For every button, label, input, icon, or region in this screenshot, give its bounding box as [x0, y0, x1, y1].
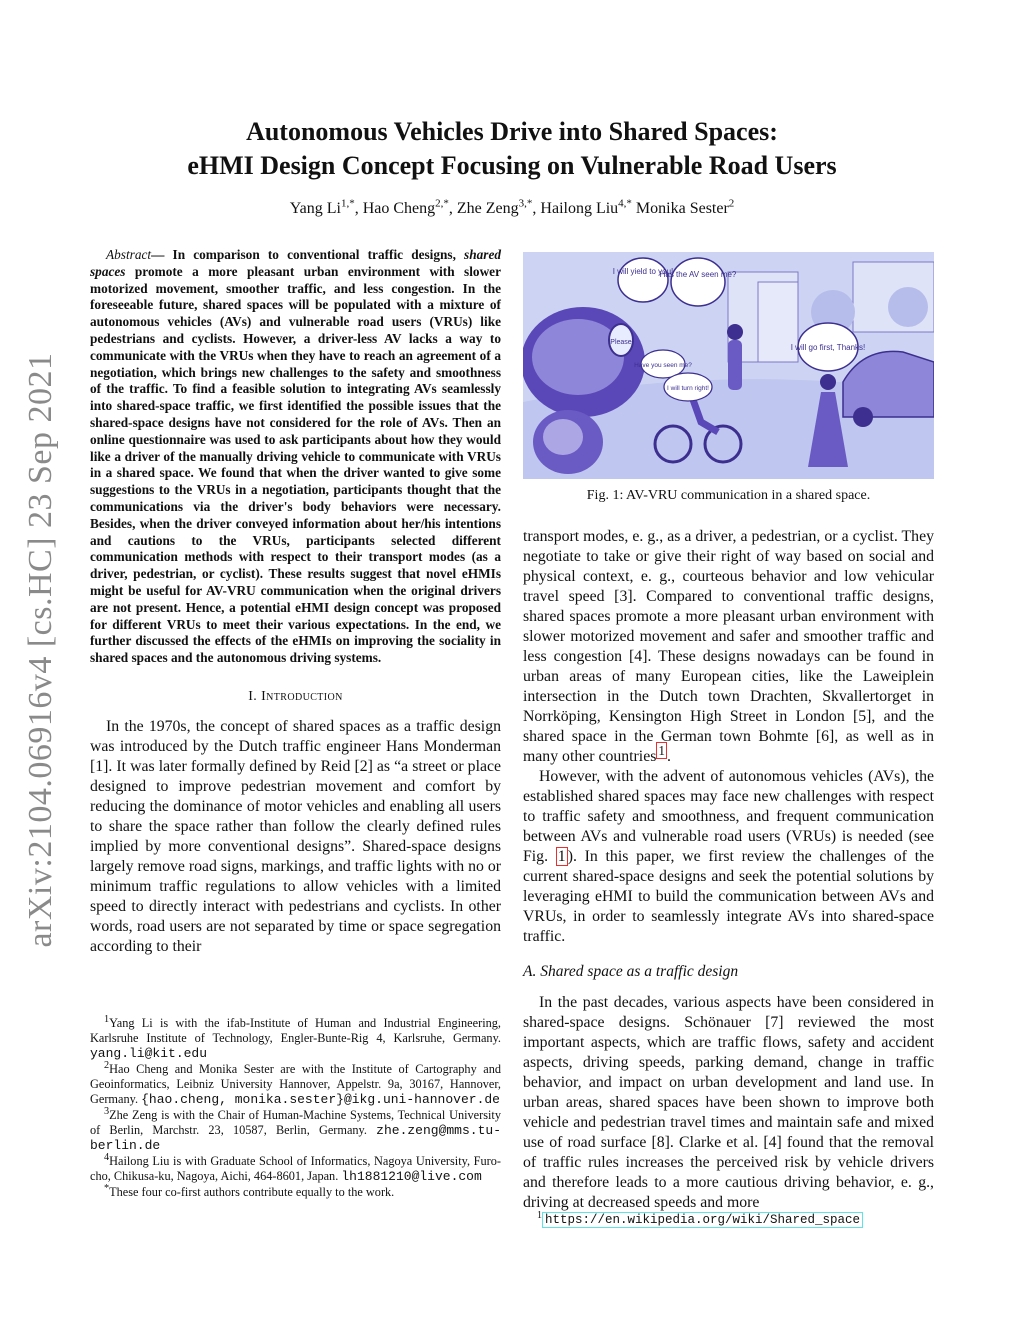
author-name: Hao Cheng	[362, 200, 436, 217]
footnote-text: Hailong Liu is with Graduate School of Informatics, Nagoya University, Furo-cho, Chikusa-ku, Nagoya, Aichi, 464-8601, Japan.	[90, 1154, 501, 1183]
bubble-go-first-text: I will go first, Thanks!	[790, 343, 866, 352]
footnote-text: These four co-first authors contribute equally to the work.	[109, 1185, 395, 1199]
abstract	[90, 247, 501, 667]
email-address[interactable]: yang.li@kit.edu	[90, 1046, 208, 1061]
right-paragraph-1	[523, 527, 934, 767]
author-affiliation: 3,*	[518, 197, 533, 210]
footnote-marker: 4	[104, 1151, 110, 1163]
svg-text:Have you seen me?	[634, 362, 692, 369]
abstract-label: Abstract	[106, 247, 152, 262]
author-affiliation: 4,*	[618, 197, 632, 210]
author-affiliation: 2	[728, 197, 735, 210]
bubble-seen-me-text: Has the AV seen me?	[659, 270, 737, 279]
figure-caption: Fig. 1: AV-VRU communication in a shared space.	[586, 488, 871, 503]
paragraph-text: ). In this paper, we first review the challenges of the current shared-space designs and seek the potential solutions by leveraging eHMI to build the communication between AVs and VRUs, in order to seamlessly integrate AVs into shared-space traffic.	[523, 848, 934, 945]
footnote-marker: 2	[104, 1059, 110, 1071]
left-column	[90, 247, 501, 957]
bubble-have-you-seen-text: Have you seen me?	[634, 362, 692, 369]
footnote-3	[90, 1105, 501, 1153]
section-numeral: I.	[248, 688, 262, 704]
title-line-1: Autonomous Vehicles Drive into Shared Spaces:	[246, 117, 778, 146]
footnote-text: Zhe Zeng is with the Chair of Human-Machine Systems, Technical University of Berlin, Marchstr. 23, 10587, Berlin, Germany.	[90, 1108, 501, 1137]
av-display-text: Please	[610, 339, 632, 346]
bubble-turn-right-text: I will turn right!	[667, 385, 709, 392]
author-name: Hailong Liu	[540, 200, 619, 217]
footnote-text: Yang Li is with the ifab-Institute of Human and Industrial Engineering, Karlsruhe Institute of Technology, Engler-Bunte-Rig 4, Karlsruhe, Germany.	[90, 1016, 501, 1045]
svg-text:I will go first, Thanks!	[791, 343, 866, 352]
bubble-yield-text: I will yield to you!	[612, 267, 674, 276]
section-title: Introduction	[261, 688, 343, 704]
email-address[interactable]: lh1881210@live.com	[341, 1169, 482, 1184]
author-name: Zhe Zeng	[456, 200, 519, 217]
footnote-1	[90, 1013, 501, 1061]
affiliation-footnotes	[90, 1013, 501, 1201]
section-heading-introduction	[90, 689, 501, 705]
right-column	[523, 252, 934, 1213]
arxiv-identifier: arXiv:2104.06916v4 [cs.HC] 23 Sep 2021	[22, 352, 59, 948]
footnote-2	[90, 1059, 501, 1107]
author-name: Yang Li	[289, 200, 341, 217]
wikipedia-footnote	[537, 1212, 863, 1227]
abstract-text-2: promote a more pleasant urban environment with slower motorized movement, smoother traffic, and less congestion. In the foreseeable future, shared spaces will be populated with a mixture of autonomous vehicles (AVs) and vulnerable road users (VRUs) like pedestrians and cyclists. However, a driver-less AV lacks a way to communicate with the VRUs when they have to reach an agreement of a negotiation, which brings new challenges to the safety and smoothness of the traffic. To find a feasible solution to integrating AVs seamlessly into shared-space traffic, we first identified the possible issues that the shared-space designs have not considered for the role of AVs. Then an online questionnaire was used to ask participants about how they would like a driver of the manually driving vehicle to communicate with VRUs in a shared space. We found that when the driver wanted to give some suggestions to the VRUs in a negotiation, participants thought that the communications via the driver's body behaviors were necessary. Besides, when the driver conveyed information about her/his intentions and cautions to the VRUs, participants selected different communication methods with respect to their transport modes (as a driver, pedestrian, or cyclist). These results suggest that novel eHMIs might be useful for AV-VRU communication when the original drivers are not present. Hence, a potential eHMI design concept was proposed for different VRUs to meet their various expectations. In the end, we further discussed the effects of the eHMIs on improving the sociality in shared spaces and the autonomous driving systems.	[90, 263, 501, 666]
svg-text:Has the AV seen me?	[660, 270, 737, 279]
right-paragraph-2	[523, 767, 934, 947]
paragraph-text: .	[666, 748, 671, 765]
subsection-heading: A. Shared space as a traffic design	[523, 963, 739, 980]
footnote-marker: 3	[104, 1105, 110, 1117]
title-line-2: eHMI Design Concept Focusing on Vulnerable Road Users	[187, 151, 837, 180]
figure-1-illustration	[523, 252, 934, 479]
svg-text:I will turn right!	[667, 385, 709, 392]
abstract-dash: —	[151, 247, 173, 262]
abstract-text-1: In comparison to conventional traffic designs,	[172, 247, 465, 262]
footnote-marker: *	[104, 1182, 110, 1194]
intro-paragraph-1: In the 1970s, the concept of shared spaces as a traffic design was introduced by the Dutch traffic engineer Hans Monderman [1]. It was later formally defined by Reid [2] as “a street or place designed to improve pedestrian movement and comfort by reducing the dominance of motor vehicles and enabling all users to share the space rather than follow the clearly defined rules implied by more conventional designs”. Shared-space designs largely remove road signs, markings, and traffic lights with no or minimum traffic regulations to allow vehicles with a limited speed to directly interact with pedestrians and cyclists. In other words, road users are not separated by time or space segregation according to their	[90, 717, 501, 955]
author-affiliation: 1,*	[340, 197, 355, 210]
shared-space-illustration	[523, 252, 934, 479]
right-paragraph-3: In the past decades, various aspects have been considered in shared-space designs. Schönauer [7] reviewed the most important aspects, which are traffic flows, safety and accident aspects, driving speeds, parking demand, change in traffic behavior, and impact on urban development and land use. In urban areas, shared spaces have been shown to improve both vehicle and pedestrian travel times and maintain safe and mixed use of road surface [8]. Clarke et al. [4] found that the removal of traffic rules increases the perceived risk by vehicle drivers and therefore leads to a more cautious driving behavior, e. g., driving at decreased speeds and more	[523, 994, 934, 1211]
author-list: Yang $Li^{1,*}$, Hao Cheng$^{2,*}$, Zhe Zeng$^{3,*}$, Hailong Liu$^{4,*}$ Monika Sester$^2$	[289, 197, 735, 217]
author-affiliation: 2,*	[435, 197, 449, 210]
footnote-marker: 1	[104, 1013, 110, 1025]
figure-reference-link[interactable]: 1	[557, 848, 566, 865]
footnote-marker: 1	[537, 1210, 542, 1221]
abstract-italic-term: shared spaces	[90, 247, 501, 279]
footnote-link[interactable]: 1	[658, 742, 665, 758]
footnote-text: Hao Cheng and Monika Sester are with the Institute of Cartography and Geoinformatics, Leibniz University Hannover, Appelstr. 9a, 30167, Hannover, Germany.	[90, 1062, 501, 1106]
author-name: Monika Sester	[635, 200, 729, 217]
footnote-4	[90, 1151, 501, 1184]
email-address[interactable]: zhe.zeng@mms.tu-berlin.de	[90, 1123, 501, 1153]
paragraph-text: However, with the advent of autonomous vehicles (AVs), the established shared spaces may face new challenges with respect to traffic safety and smoothness, and frequent communication between AVs and vulnerable road users (VRUs) is needed (see Fig.	[523, 768, 934, 865]
arxiv-sidebar	[16, 350, 66, 950]
paper-title	[0, 115, 1024, 183]
paragraph-text: transport modes, e. g., as a driver, a pedestrian, or a cyclist. They negotiate to take or give their right of way based on social and physical context, e. g., courteous behavior and low vehicular travel speed [3]. Compared to conventional traffic designs, shared spaces promote a more pleasant urban environment with slower motorized movement and safer and smoother traffic and less congestion [4]. These designs nowadays can be found in urban areas of many European cities, like the Laweiplein intersection in the Dutch town Drachten, Skvallertorget in Norrköping, Kensington High Street in London [5], and the shared space in the German town Bohmte [6], as well as in many other countries	[523, 528, 934, 765]
footnote-5	[90, 1182, 501, 1200]
wikipedia-url-link[interactable]: https://en.wikipedia.org/wiki/Shared_space	[542, 1212, 863, 1228]
email-address[interactable]: {hao.cheng, monika.sester}@ikg.uni-hannover.de	[141, 1092, 500, 1107]
